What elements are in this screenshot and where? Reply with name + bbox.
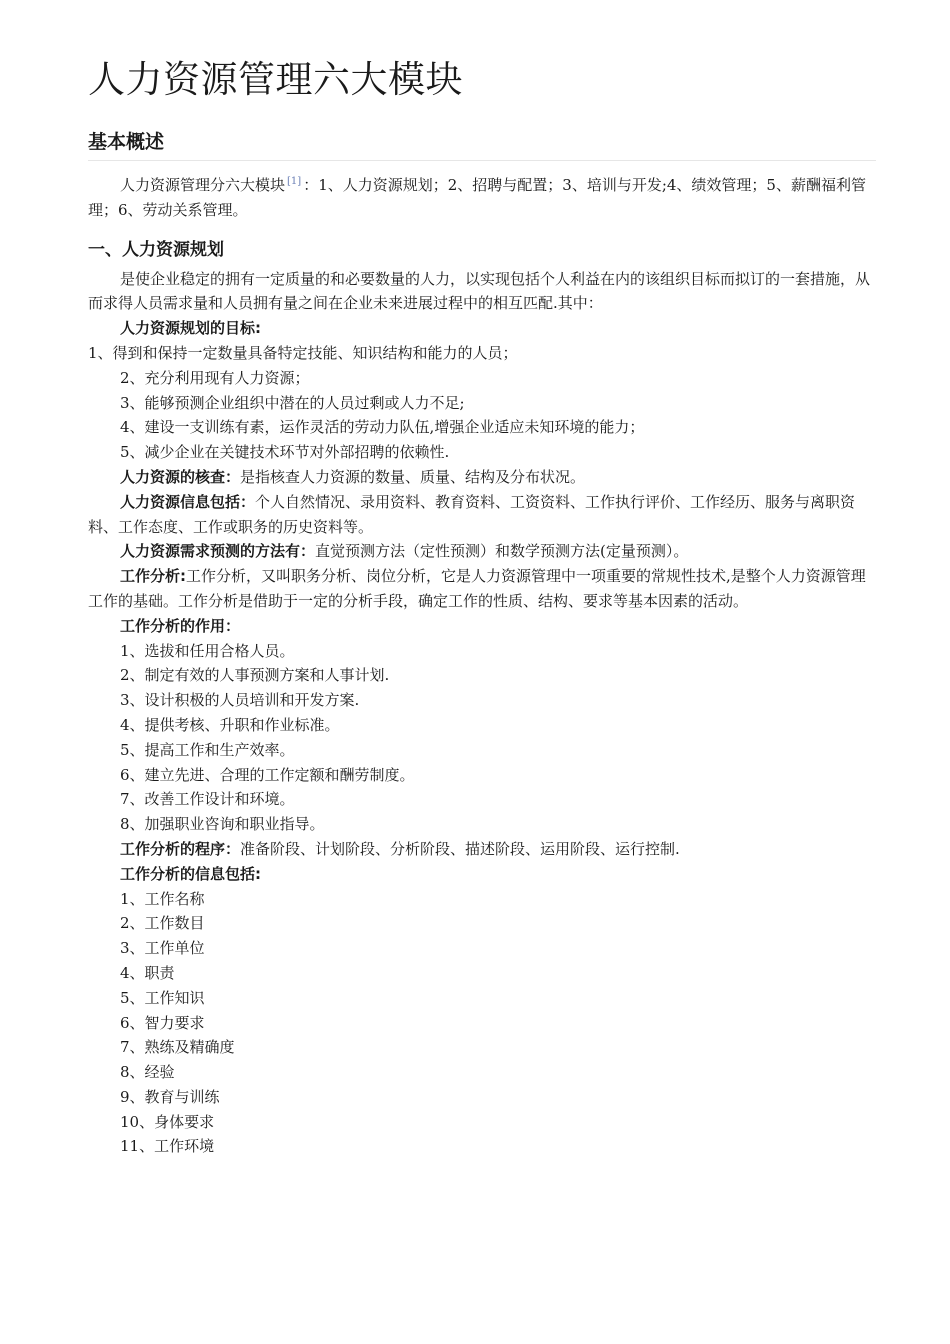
audit-paragraph bbox=[88, 465, 876, 490]
page-title: 人力资源管理六大模块 bbox=[88, 58, 463, 101]
overview-text-b: ：1、人力资源规划；2、招聘与配置；3、培训与开发;4、绩效管理；5、薪酬福利管理；6、劳动关系管理。 bbox=[88, 176, 866, 219]
analysis-text: 工作分析，又叫职务分析、岗位分析，它是人力资源管理中一项重要的常规性技术,是整个人力资源管理工作的基础。工作分析是借助于一定的分析手段，确定工作的性质、结构、要求等基本因素的活动。 bbox=[88, 567, 866, 610]
overview-paragraph bbox=[88, 173, 876, 223]
forecast-text: 直觉预测方法（定性预测）和数学预测方法(定量预测）。 bbox=[315, 542, 689, 561]
info-item: 3、工作单位 bbox=[120, 939, 205, 958]
forecast-label: 人力资源需求预测的方法有： bbox=[120, 542, 316, 561]
audit-label: 人力资源的核查： bbox=[120, 467, 241, 486]
info-item: 11、工作环境 bbox=[120, 1137, 215, 1156]
reference-link[interactable]: [1] bbox=[287, 176, 302, 187]
role-item: 5、提高工作和生产效率。 bbox=[120, 740, 295, 759]
role-item: 4、提供考核、升职和作业标准。 bbox=[120, 715, 340, 734]
info-item: 5、工作知识 bbox=[120, 988, 205, 1007]
procedure-paragraph bbox=[88, 837, 876, 862]
procedure-label: 工作分析的程序： bbox=[120, 839, 241, 858]
forecast-paragraph bbox=[88, 539, 876, 564]
role-item: 6、建立先进、合理的工作定额和酬劳制度。 bbox=[120, 765, 415, 784]
document-page bbox=[88, 56, 876, 1159]
planning-intro: 是使企业稳定的拥有一定质量的和必要数量的人力，以实现包括个人利益在内的该组织目标而拟订的一套措施，从而求得人员需求量和人员拥有量之间在企业未来进展过程中的相互匹配.其中： bbox=[88, 269, 871, 313]
info-text: 个人自然情况、录用资料、教育资料、工资资料、工作执行评价、工作经历、服务与离职资料、工作态度、工作或职务的历史资料等。 bbox=[88, 492, 856, 536]
info-item: 7、熟练及精确度 bbox=[120, 1038, 235, 1057]
info-item: 2、工作数目 bbox=[120, 914, 205, 933]
goal-item: 2、充分利用现有人力资源； bbox=[120, 368, 310, 387]
goals-label: 人力资源规划的目标: bbox=[120, 319, 261, 338]
info-label: 人力资源信息包括： bbox=[120, 492, 256, 511]
info-item: 1、工作名称 bbox=[120, 889, 205, 908]
goal-item-first: 1、得到和保持一定数量具备特定技能、知识结构和能力的人员； bbox=[88, 343, 518, 362]
info-item: 4、职责 bbox=[120, 963, 175, 982]
procedure-text: 准备阶段、计划阶段、分析阶段、描述阶段、运用阶段、运行控制. bbox=[240, 839, 680, 858]
info-items-label: 工作分析的信息包括: bbox=[120, 864, 261, 883]
info-item: 10、身体要求 bbox=[120, 1112, 215, 1131]
overview-heading: 基本概述 bbox=[88, 128, 876, 161]
roles-label: 工作分析的作用： bbox=[120, 616, 241, 635]
info-item: 9、教育与训练 bbox=[120, 1087, 220, 1106]
audit-text: 是指核查人力资源的数量、质量、结构及分布状况。 bbox=[240, 467, 586, 486]
info-item: 6、智力要求 bbox=[120, 1013, 205, 1032]
goal-item: 5、减少企业在关键技术环节对外部招聘的依赖性. bbox=[120, 443, 450, 462]
role-item: 7、改善工作设计和环境。 bbox=[120, 790, 295, 809]
overview-text-a: 人力资源管理分六大模块 bbox=[120, 176, 286, 194]
role-item: 1、选拔和任用合格人员。 bbox=[120, 641, 295, 660]
info-paragraph bbox=[88, 490, 876, 540]
role-item: 3、设计积极的人员培训和开发方案. bbox=[120, 691, 360, 710]
goal-item: 3、能够预测企业组织中潜在的人员过剩或人力不足; bbox=[120, 393, 465, 412]
info-item: 8、经验 bbox=[120, 1063, 175, 1082]
role-item: 2、制定有效的人事预测方案和人事计划. bbox=[120, 666, 390, 685]
analysis-label: 工作分析: bbox=[120, 567, 186, 586]
role-item: 8、加强职业咨询和职业指导。 bbox=[120, 815, 325, 834]
section-heading-hr-planning: 一、人力资源规划 bbox=[88, 239, 224, 260]
goal-item: 4、建设一支训练有素，运作灵活的劳动力队伍,增强企业适应未知环境的能力； bbox=[120, 418, 645, 437]
analysis-paragraph bbox=[88, 564, 876, 614]
